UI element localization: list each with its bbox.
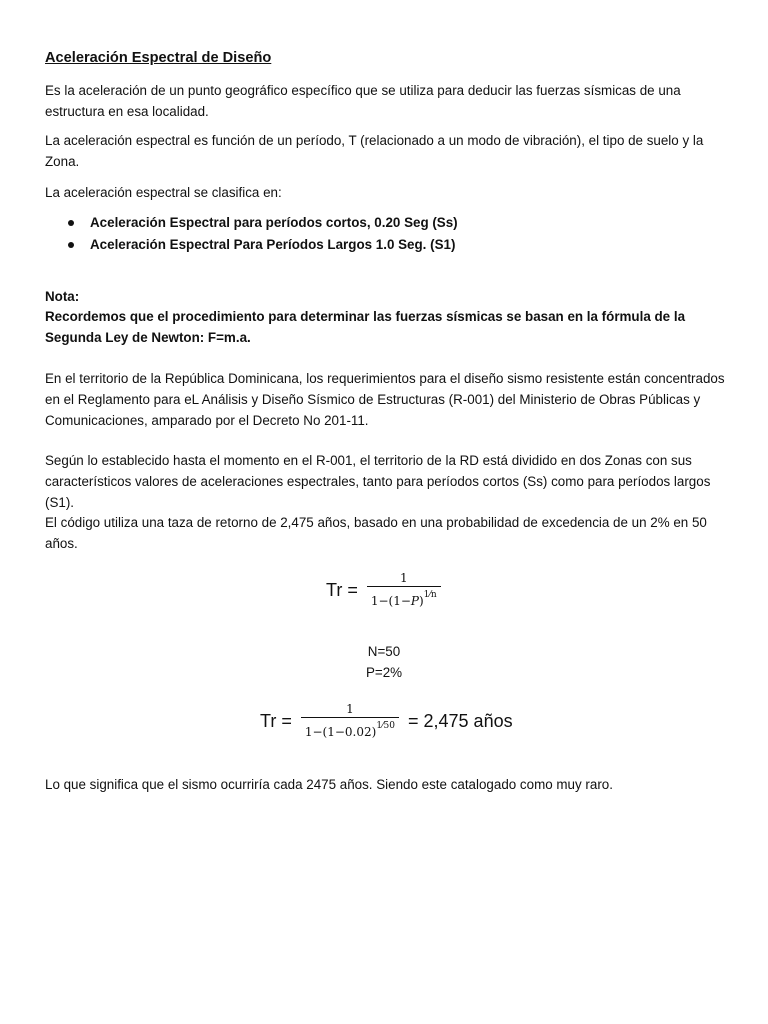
parameter-p: P=2% <box>365 665 403 680</box>
list-item <box>45 212 458 234</box>
formula-lhs: Tr = <box>326 579 363 600</box>
denominator-exponent: 1⁄50 <box>376 721 395 731</box>
conclusion-paragraph: Lo que significa que el sismo ocurriría cada 2475 años. Siendo este catalogado como muy raro. <box>45 777 613 792</box>
return-period-formula <box>326 570 445 610</box>
denominator-variable: P <box>410 594 419 608</box>
classification-paragraph: La aceleración espectral se clasifica en: <box>45 185 282 200</box>
list-item-text: Aceleración Espectral Para Períodos Largos 1.0 Seg. (S1) <box>90 237 456 252</box>
denominator-close: ) <box>418 594 424 608</box>
return-period-calculation <box>260 701 513 741</box>
formula-numerator: 1 <box>346 702 354 716</box>
formula-fraction <box>301 701 399 741</box>
list-item-text: Aceleración Espectral para períodos cortos, 0.20 Seg (Ss) <box>90 215 458 230</box>
denominator-base: 1−(1− <box>370 594 411 608</box>
page-title: Aceleración Espectral de Diseño <box>45 50 272 66</box>
formula-denominator <box>301 717 399 741</box>
note-text: Recordemos que el procedimiento para determinar las fuerzas sísmicas se basan en la fórmula de la Segunda Ley de Newton: F=m.a. <box>45 309 686 345</box>
note-label: Nota: <box>45 289 80 304</box>
classification-list <box>45 212 458 256</box>
parameter-n: N=50 <box>367 644 401 659</box>
regulation-paragraph: En el territorio de la República Dominicana, los requerimientos para el diseño sismo resistente están concentrados en el Reglamento para eL Análisis y Diseño Sísmico de Estructuras (R-001) del Ministerio de Obras Públicas y Comunicaciones, amparado por el Decreto No 201-11. <box>45 371 725 428</box>
list-item <box>45 234 458 256</box>
return-period-paragraph: El código utiliza una taza de retorno de 2,475 años, basado en una probabilidad de excedencia de un 2% en 50 años. <box>45 515 707 551</box>
formula-fraction <box>367 570 441 610</box>
function-paragraph: La aceleración espectral es función de un período, T (relacionado a un modo de vibración), el tipo de suelo y la Zona. <box>45 133 704 169</box>
formula-result: = 2,475 años <box>403 710 513 731</box>
denominator-base: 1−(1−0.02) <box>304 725 377 739</box>
denominator-exponent: 1⁄n <box>423 590 437 600</box>
formula-lhs: Tr = <box>260 710 297 731</box>
formula-numerator: 1 <box>399 571 408 585</box>
formula-denominator <box>367 586 441 610</box>
bullet-icon <box>68 220 74 226</box>
definition-paragraph: Es la aceleración de un punto geográfico específico que se utiliza para deducir las fuerzas sísmicas de una estructura en esa localidad. <box>45 83 681 119</box>
zones-paragraph: Según lo establecido hasta el momento en el R-001, el territorio de la RD está dividido en dos Zonas con sus característicos valores de aceleraciones espectrales, tanto para períodos cortos (Ss) como para períodos largos (S1). <box>45 453 711 510</box>
bullet-icon <box>68 242 74 248</box>
